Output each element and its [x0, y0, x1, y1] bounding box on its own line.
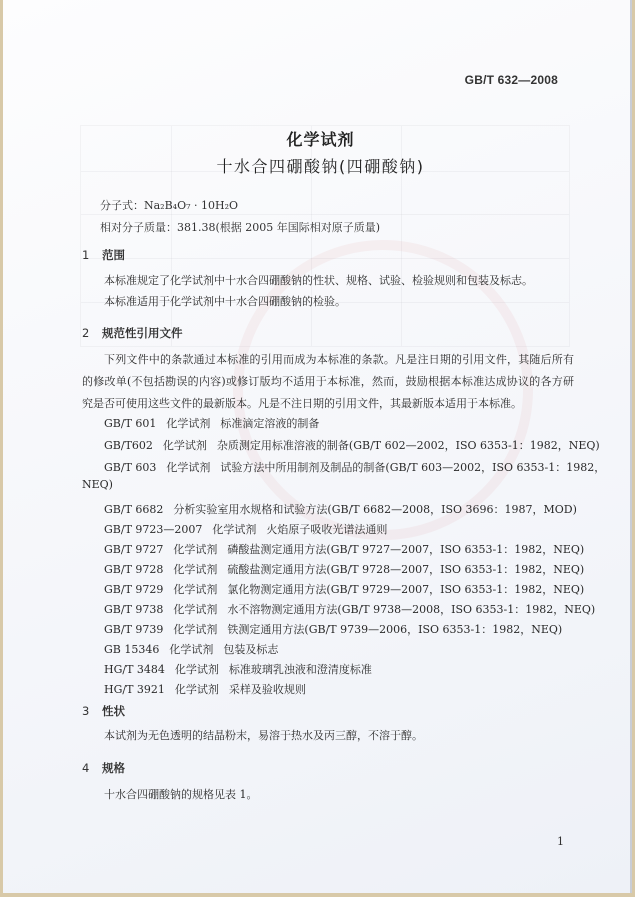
section-heading-2: 2 规范性引用文件: [82, 326, 183, 340]
reference-item: GB/T602 化学试剂 杂质测定用标准溶液的制备(GB/T 602—2002，ISO 6353-1：1982，NEQ): [104, 439, 600, 452]
section-heading-3: 3 性状: [82, 704, 125, 718]
reference-item: GB 15346 化学试剂 包装及标志: [104, 643, 279, 656]
reference-item: HG/T 3484 化学试剂 标准玻璃乳浊液和澄清度标准: [104, 663, 372, 676]
section-3-paragraph-1: 本试剂为无色透明的结晶粉末，易溶于热水及丙三醇，不溶于醇。: [104, 729, 423, 742]
reference-item: GB/T 603 化学试剂 试验方法中所用制剂及制品的制备(GB/T 603—2002，ISO 6353-1：1982，: [104, 461, 606, 474]
title-line-1: 化学试剂: [286, 130, 355, 149]
reference-item: GB/T 601 化学试剂 标准滴定溶液的制备: [104, 417, 320, 430]
section-2-paragraph-1: 下列文件中的条款通过本标准的引用而成为本标准的条款。凡是注日期的引用文件，其随后所有的修改单(不包括勘误的内容)或修订版均不适用于本标准，然而，鼓励根据本标准达成协议的各方研究是否可使用这些文件的最新版本。凡是不注日期的引用文件，其最新版本适用于本标准。: [82, 353, 574, 410]
reference-item: GB/T 9728 化学试剂 硫酸盐测定通用方法(GB/T 9728—2007，ISO 6353-1：1982，NEQ): [104, 563, 585, 576]
section-4-paragraph-1: 十水合四硼酸钠的规格见表 1。: [104, 788, 258, 801]
reference-item: GB/T 9727 化学试剂 磷酸盐测定通用方法(GB/T 9727—2007，ISO 6353-1：1982，NEQ): [104, 543, 585, 556]
reference-item: GB/T 9729 化学试剂 氯化物测定通用方法(GB/T 9729—2007，ISO 6353-1：1982，NEQ): [104, 583, 585, 596]
molecular-mass: [100, 219, 380, 235]
reference-item-continuation: NEQ): [82, 478, 113, 491]
section-heading-1: 1 范围: [82, 248, 125, 262]
molar-mass-value: 381.38(根据 2005 年国际相对原子质量): [177, 221, 381, 234]
reference-item: HG/T 3921 化学试剂 采样及验收规则: [104, 683, 306, 696]
reference-item: GB/T 9723—2007 化学试剂 火焰原子吸收光谱法通则: [104, 523, 388, 536]
reference-item: GB/T 9738 化学试剂 水不溶物测定通用方法(GB/T 9738—2008，ISO 6353-1：1982，NEQ): [104, 603, 596, 616]
formula-label: 分子式：: [100, 199, 144, 212]
molar-mass-label: 相对分子质量：: [100, 221, 177, 234]
reference-item: GB/T 9739 化学试剂 铁测定通用方法(GB/T 9739—2006，ISO 6353-1：1982，NEQ): [104, 623, 563, 636]
standard-number: GB/T 632—2008: [464, 73, 558, 87]
title-line-2: 十水合四硼酸钠(四硼酸钠): [216, 157, 425, 176]
section-heading-4: 4 规格: [82, 761, 125, 775]
molecular-formula: [100, 197, 238, 213]
document-page: [3, 0, 632, 893]
document-title: [3, 127, 630, 177]
reference-item: GB/T 6682 分析实验室用水规格和试验方法(GB/T 6682—2008，ISO 3696：1987，MOD): [104, 503, 577, 516]
section-1-paragraph-2: 本标准适用于化学试剂中十水合四硼酸钠的检验。: [104, 295, 346, 308]
section-1-paragraph-1: 本标准规定了化学试剂中十水合四硼酸钠的性状、规格、试验、检验规则和包装及标志。: [104, 274, 533, 287]
page-number: 1: [557, 835, 564, 848]
formula-value: Na₂B₄O₇ · 10H₂O: [144, 199, 239, 212]
